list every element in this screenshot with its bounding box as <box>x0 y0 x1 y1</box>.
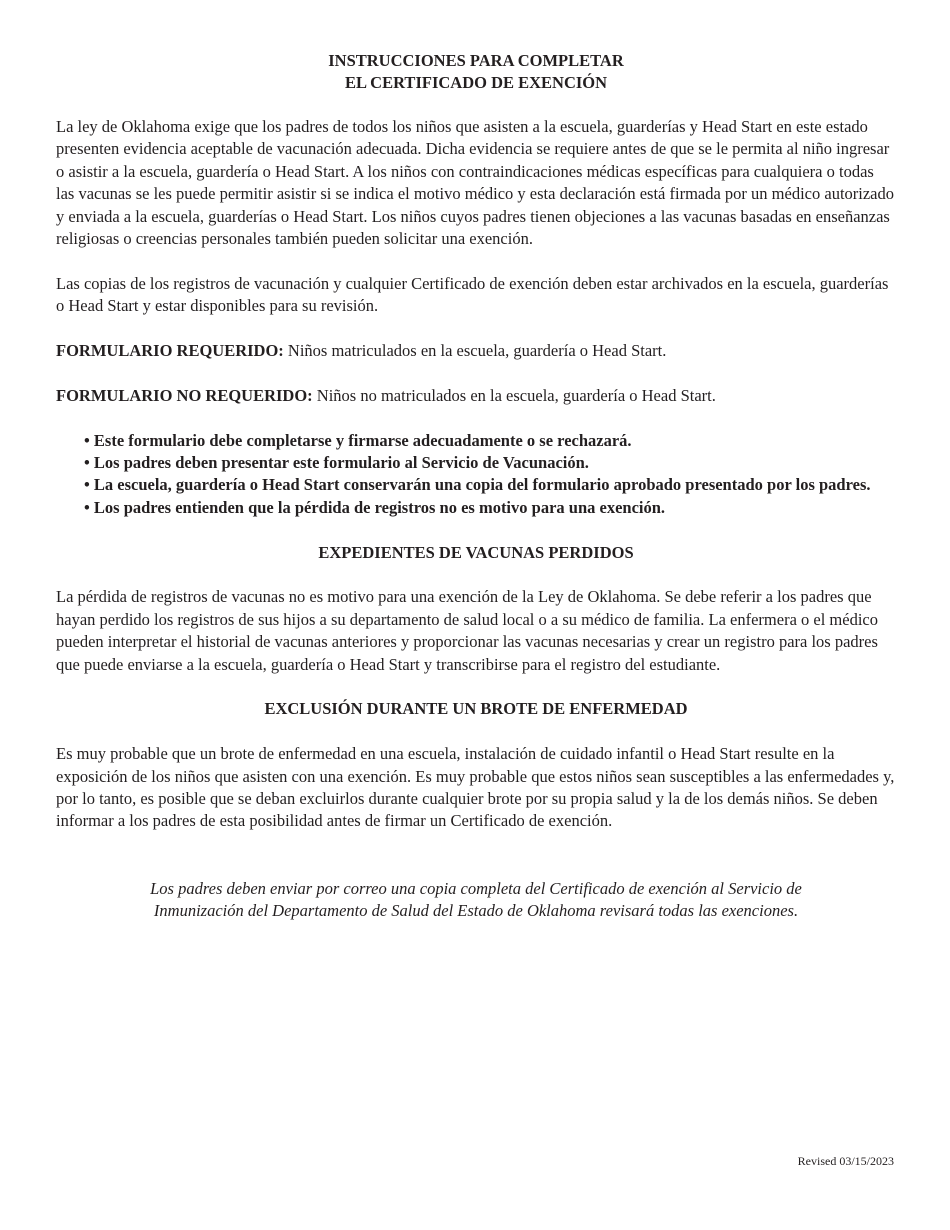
outbreak-paragraph: Es muy probable que un brote de enfermedad en una escuela, instalación de cuidado infantil o Head Start resulte en la exposición de los niños que asisten con una exención. Es muy probable que estos niños sean susceptibles a las enfermedades y, por lo tanto, es posible que se deban excluirlos durante cualquier brote por su propia salud y la de los demás niños. Se deben informar a los padres de esta posibilidad antes de firmar un Certificado de exención. <box>56 744 895 831</box>
form-required-label: FORMULARIO REQUERIDO: <box>56 341 284 361</box>
list-item: • La escuela, guardería o Head Start conservarán una copia del formulario aprobado presentado por los padres. <box>84 475 871 495</box>
outbreak-heading: EXCLUSIÓN DURANTE UN BROTE DE ENFERMEDAD <box>264 699 688 719</box>
mailing-note-line-2: Inmunización del Departamento de Salud del Estado de Oklahoma revisará todas las exenciones. <box>153 901 799 921</box>
page-title <box>56 50 896 94</box>
list-item: • Los padres deben presentar este formulario al Servicio de Vacunación. <box>84 453 589 473</box>
revision-date: Revised 03/15/2023 <box>797 1154 894 1168</box>
intro-paragraph-1: La ley de Oklahoma exige que los padres de todos los niños que asisten a la escuela, guarderías y Head Start en este estado presenten evidencia aceptable de vacunación adecuada. Dicha evidencia se requiere antes de que se le permita al niño ingresar o asistir a la escuela, guardería o Head Start. A los niños con contraindicaciones médicas específicas para cualquiera o todas las vacunas se les puede permitir asistir si se indica el motivo médico y esta declaración está firmada por un médico autorizado y enviada a la escuela, guarderías o Head Start. Los niños cuyos padres tienen objeciones a las vacunas basadas en enseñanzas religiosas o creencias personales también pueden solicitar una exención. <box>56 117 895 249</box>
mailing-note-line-1: Los padres deben enviar por correo una copia completa del Certificado de exención al Servicio de <box>150 878 802 898</box>
mailing-note <box>56 878 896 923</box>
form-not-required-text: Niños no matriculados en la escuela, guardería o Head Start. <box>312 385 716 405</box>
requirements-list <box>56 430 896 520</box>
list-item: • Los padres entienden que la pérdida de registros no es motivo para una exención. <box>84 497 666 517</box>
document-page <box>56 50 896 923</box>
form-required-text: Niños matriculados en la escuela, guardería o Head Start. <box>283 341 667 361</box>
title-line-2: EL CERTIFICADO DE EXENCIÓN <box>344 73 608 92</box>
form-required-statement <box>56 340 896 362</box>
lost-records-paragraph: La pérdida de registros de vacunas no es motivo para una exención de la Ley de Oklahoma. Se debe referir a los padres que hayan perdido los registros de sus hijos a su departamento de salud local o a su médico de familia. La enfermera o el médico pueden interpretar el historial de vacunas anteriores y proporcionar las vacunas necesarias y crear un registro para los padres que puede enviarse a la escuela, guardería o Head Start y transcribirse para el registro del estudiante. <box>56 587 878 674</box>
intro-paragraph-2: Las copias de los registros de vacunación y cualquier Certificado de exención deben estar archivados en la escuela, guarderías o Head Start y estar disponibles para su revisión. <box>56 273 889 316</box>
title-line-1: INSTRUCCIONES PARA COMPLETAR <box>328 51 624 70</box>
form-not-required-statement <box>56 385 896 407</box>
form-not-required-label: FORMULARIO NO REQUERIDO: <box>56 385 313 405</box>
list-item: • Este formulario debe completarse y firmarse adecuadamente o se rechazará. <box>84 430 632 450</box>
lost-records-heading: EXPEDIENTES DE VACUNAS PERDIDOS <box>318 542 634 562</box>
